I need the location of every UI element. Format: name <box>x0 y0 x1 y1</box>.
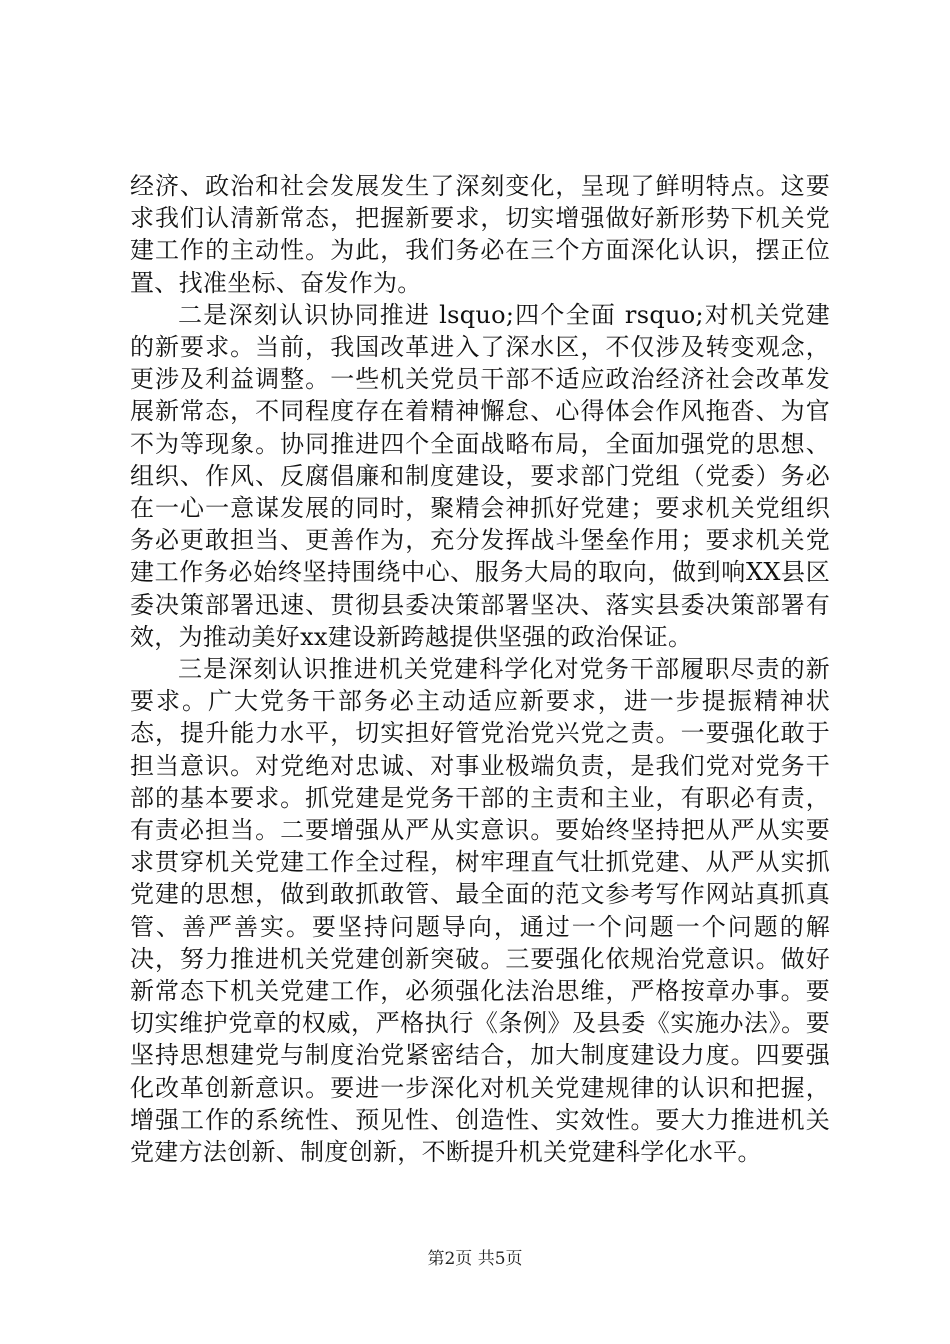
paragraph-third-point: 三是深刻认识推进机关党建科学化对党务干部履职尽责的新要求。广大党务干部务必主动适应新要求，进一步提振精神状态，提升能力水平，切实担好管党治党兴党之责。一要强化敢于担当意识。对党绝对忠诚、对事业极端负责，是我们党对党务干部的基本要求。抓党建是党务干部的主责和主业，有职必有责，有责必担当。二要增强从严从实意识。要始终坚持把从严从实要求贯穿机关党建工作全过程，树牢理直气壮抓党建、从严从实抓党建的思想，做到敢抓敢管、最全面的范文参考写作网站真抓真管、善严善实。要坚持问题导向，通过一个问题一个问题的解决，努力推进机关党建创新突破。三要强化依规治党意识。做好新常态下机关党建工作，必须强化法治思维，严格按章办事。要切实维护党章的权威，严格执行《条例》及县委《实施办法》。要坚持思想建党与制度治党紧密结合，加大制度建设力度。四要强化改革创新意识。要进一步深化对机关党建规律的认识和把握，增强工作的系统性、预见性、创造性、实效性。要大力推进机关党建方法创新、制度创新，不断提升机关党建科学化水平。 <box>130 655 830 1167</box>
document-body <box>130 170 830 1168</box>
paragraph-continuation: 经济、政治和社会发展发生了深刻变化，呈现了鲜明特点。这要求我们认清新常态，把握新要求，切实增强做好新形势下机关党建工作的主动性。为此，我们务必在三个方面深化认识，摆正位置、找准坐标、奋发作为。 <box>130 172 830 297</box>
page-number-footer: 第2页 共5页 <box>427 1249 523 1269</box>
paragraph-second-point: 二是深刻认识协同推进 lsquo;四个全面 rsquo;对机关党建的新要求。当前，我国改革进入了深水区，不仅涉及转变观念，更涉及利益调整。一些机关党员干部不适应政治经济社会改革发展新常态，不同程度存在着精神懈怠、心得体会作风拖沓、为官不为等现象。协同推进四个全面战略布局，全面加强党的思想、组织、作风、反腐倡廉和制度建设，要求部门党组（党委）务必在一心一意谋发展的同时，聚精会神抓好党建；要求机关党组织务必更敢担当、更善作为，充分发挥战斗堡垒作用；要求机关党建工作务必始终坚持围绕中心、服务大局的取向，做到响XX县区委决策部署迅速、贯彻县委决策部署坚决、落实县委决策部署有效，为推动美好xx建设新跨越提供坚强的政治保证。 <box>130 300 830 651</box>
